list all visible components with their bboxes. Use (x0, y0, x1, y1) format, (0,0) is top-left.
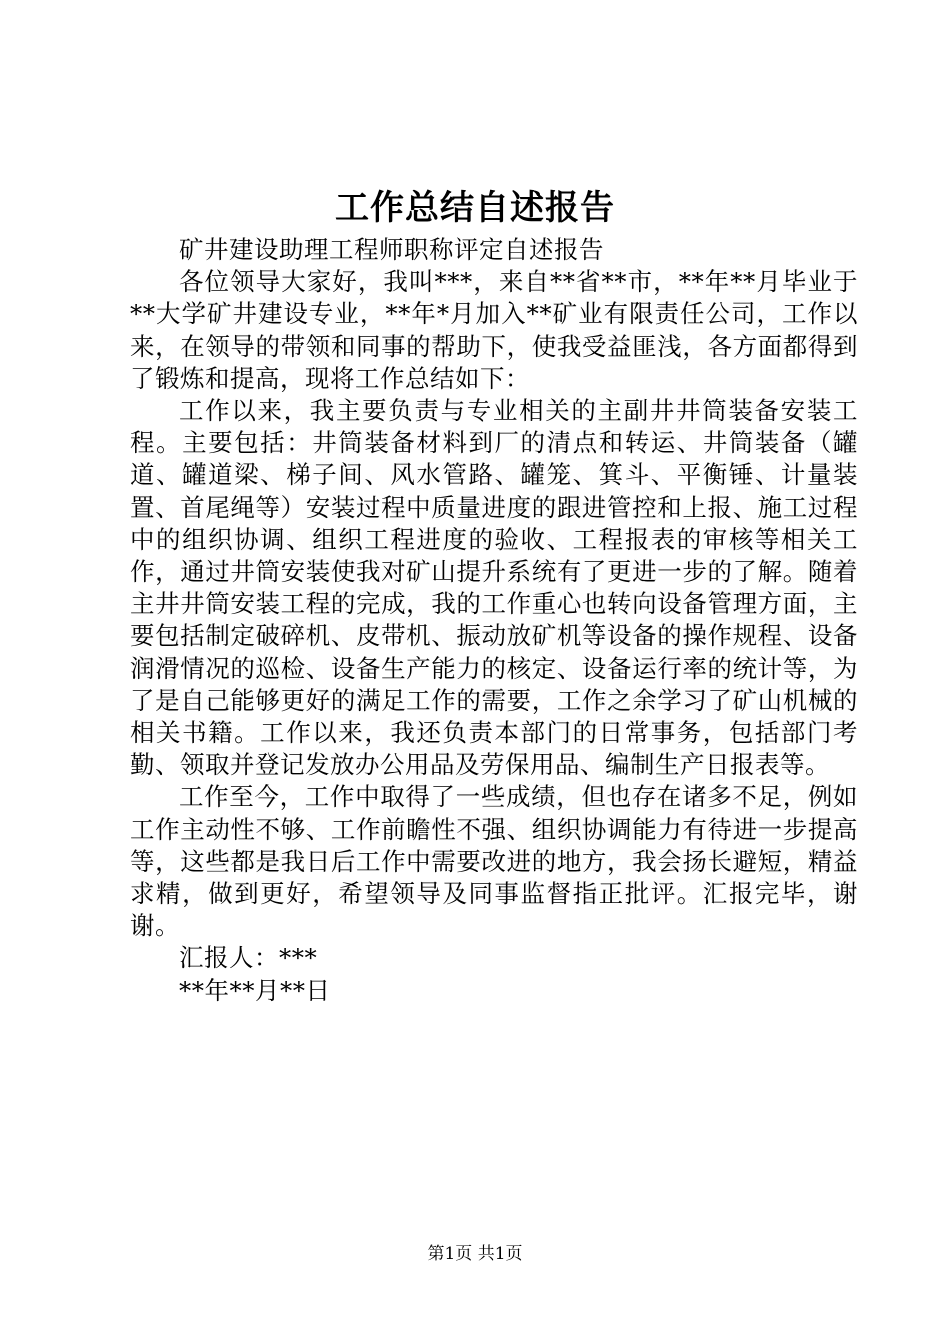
document-body (130, 234, 858, 1007)
report-date: **年**月**日 (179, 975, 331, 1005)
intro-paragraph: 各位领导大家好，我叫***，来自**省**市，**年**月毕业于**大学矿井建设专业，**年*月加入**矿业有限责任公司，工作以来，在领导的带领和同事的帮助下，使我受益匪浅，各方面都得到了锻炼和提高，现将工作总结如下： (130, 267, 858, 393)
document-title: 工作总结自述报告 (335, 188, 615, 228)
summary-paragraph: 工作至今，工作中取得了一些成绩，但也存在诸多不足，例如工作主动性不够、工作前瞻性不强、组织协调能力有待进一步提高等，这些都是我日后工作中需要改进的地方，我会扬长避短，精益求精，做到更好，希望领导及同事监督指正批评。汇报完毕，谢谢。 (130, 782, 858, 941)
report-subtitle: 矿井建设助理工程师职称评定自述报告 (179, 235, 604, 264)
work-content-paragraph: 工作以来，我主要负责与专业相关的主副井井筒装备安装工程。主要包括：井筒装备材料到厂的清点和转运、井筒装备（罐道、罐道梁、梯子间、风水管路、罐笼、箕斗、平衡锤、计量装置、首尾绳等）安装过程中质量进度的跟进管控和上报、施工过程中的组织协调、组织工程进度的验收、工程报表的审核等相关工作，通过井筒安装使我对矿山提升系统有了更进一步的了解。随着主井井筒安装工程的完成，我的工作重心也转向设备管理方面，主要包括制定破碎机、皮带机、振动放矿机等设备的操作规程、设备润滑情况的巡检、设备生产能力的核定、设备运行率的统计等，为了是自己能够更好的满足工作的需要，工作之余学习了矿山机械的相关书籍。工作以来，我还负责本部门的日常事务，包括部门考勤、领取并登记发放办公用品及劳保用品、编制生产日报表等。 (130, 396, 858, 780)
reporter-signature: 汇报人：*** (179, 943, 318, 973)
page-number-footer: 第1页 共1页 (427, 1244, 523, 1264)
